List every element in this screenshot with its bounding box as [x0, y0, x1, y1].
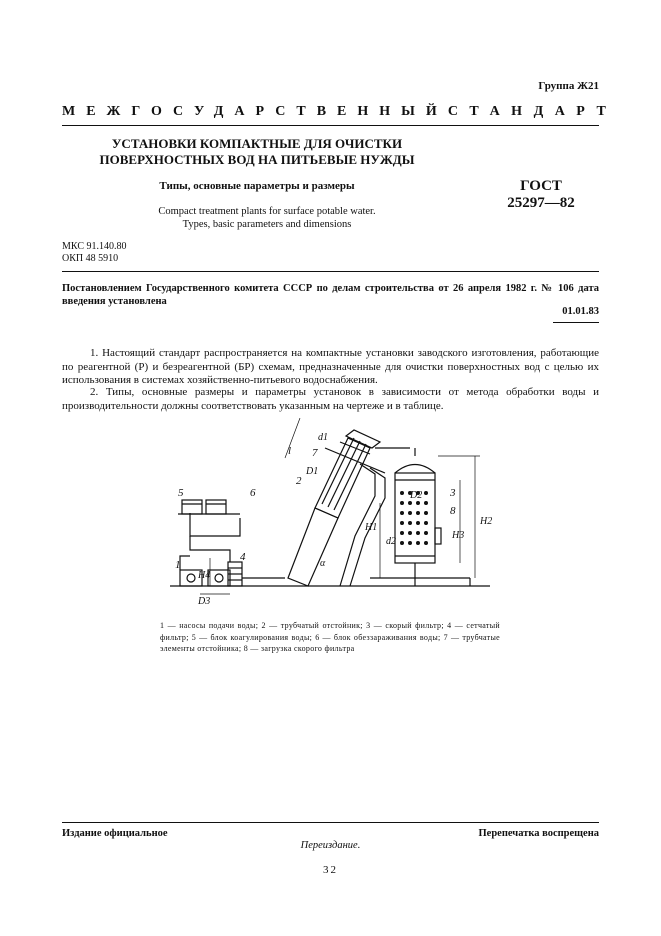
footer-rule: [62, 822, 599, 823]
coagulation-block: [182, 500, 202, 514]
reissue-note: Переиздание.: [300, 840, 361, 851]
mks-code: МКС 91.140.80: [62, 241, 127, 252]
label-D1: D1: [306, 466, 319, 477]
standard-banner: [62, 104, 618, 120]
label-6: 6: [250, 487, 256, 499]
title-line-2: ПОВЕРХНОСТНЫХ ВОД НА ПИТЬЕВЫЕ НУЖДЫ: [99, 152, 415, 167]
page-number: 32: [323, 864, 338, 876]
effective-date: 01.01.83: [562, 306, 599, 317]
document-title: [92, 136, 422, 168]
standard-right: СТАНДАРТ: [447, 104, 618, 119]
label-3: 3: [450, 487, 456, 499]
label-D3: D3: [198, 596, 211, 607]
gost-designation: [506, 178, 576, 212]
label-4: 4: [240, 551, 246, 563]
disinfection-block: [206, 500, 226, 514]
classification-codes: [62, 241, 126, 265]
tubular-settler-cone: [288, 508, 338, 586]
label-H1: H1: [365, 522, 378, 533]
label-H4: H4: [198, 570, 211, 581]
figure-caption: 1 — насосы подачи воды; 2 — трубчатый отстойник; 3 — скорый фильтр; 4 — сетчатый фильтр; 5 — блок коагулирования воды; 6 — блок обеззараживания воды; 7 — трубчатые элементы отстойника; 8 — загрузка скорого фильтра: [160, 621, 500, 653]
english-title-line-2: Types, basic parameters and dimensions: [182, 219, 352, 230]
label-7: 7: [312, 447, 318, 459]
label-5: 5: [178, 487, 184, 499]
english-title-line-1: Compact treatment plants for surface potable water.: [158, 206, 376, 217]
title-line-1: УСТАНОВКИ КОМПАКТНЫЕ ДЛЯ ОЧИСТКИ: [111, 136, 403, 151]
decree-text: Постановлением Государственного комитета СССР по делам строительства от 26 апреля 1982 г. № 106 дата введения установлена: [62, 283, 599, 307]
pump-2: [208, 570, 230, 586]
label-8: 8: [450, 505, 456, 517]
reprint-notice: Перепечатка воспрещена: [478, 828, 599, 839]
paragraph-1: 1. Настоящий стандарт распространяется на компактные установки заводского изготовления, работающие по реагентной (Р) и безреагентной (БР) схемам, предназначенные для очистки поверхностных вод с целью их использования в системах хозяйственно-питьевого водоснабжения.: [62, 347, 599, 387]
gost-label: ГОСТ: [520, 178, 562, 194]
reagent-pipe: [190, 513, 240, 536]
rapid-filter: [395, 473, 435, 563]
okp-code: ОКП 48 5910: [62, 253, 119, 264]
label-alpha: α: [320, 558, 326, 569]
label-l: l: [288, 445, 292, 457]
label-D2: D2: [410, 490, 423, 501]
gost-number: 25297—82: [507, 195, 575, 211]
english-title: [92, 205, 442, 231]
official-edition: Издание официальное: [62, 828, 168, 839]
date-underline: [553, 322, 599, 323]
classification-rule: [62, 271, 599, 272]
label-1: 1: [175, 559, 181, 571]
standard-left: МЕЖГОСУДАРСТВЕННЫЙ: [62, 104, 448, 119]
label-H3: H3: [452, 530, 465, 541]
group-code: Группа Ж21: [538, 80, 599, 92]
header-rule: [62, 125, 599, 126]
label-d1: d1: [318, 432, 328, 443]
installation-diagram: [170, 418, 500, 608]
label-H2: H2: [480, 516, 493, 527]
label-2: 2: [296, 475, 302, 487]
document-subtitle: Типы, основные параметры и размеры: [159, 180, 355, 192]
label-d2: d2: [386, 536, 396, 547]
paragraph-2: 2. Типы, основные размеры и параметры установок в зависимости от метода обработки воды и производительности должны соответствовать указанным на чертеже и в таблице.: [62, 386, 599, 412]
